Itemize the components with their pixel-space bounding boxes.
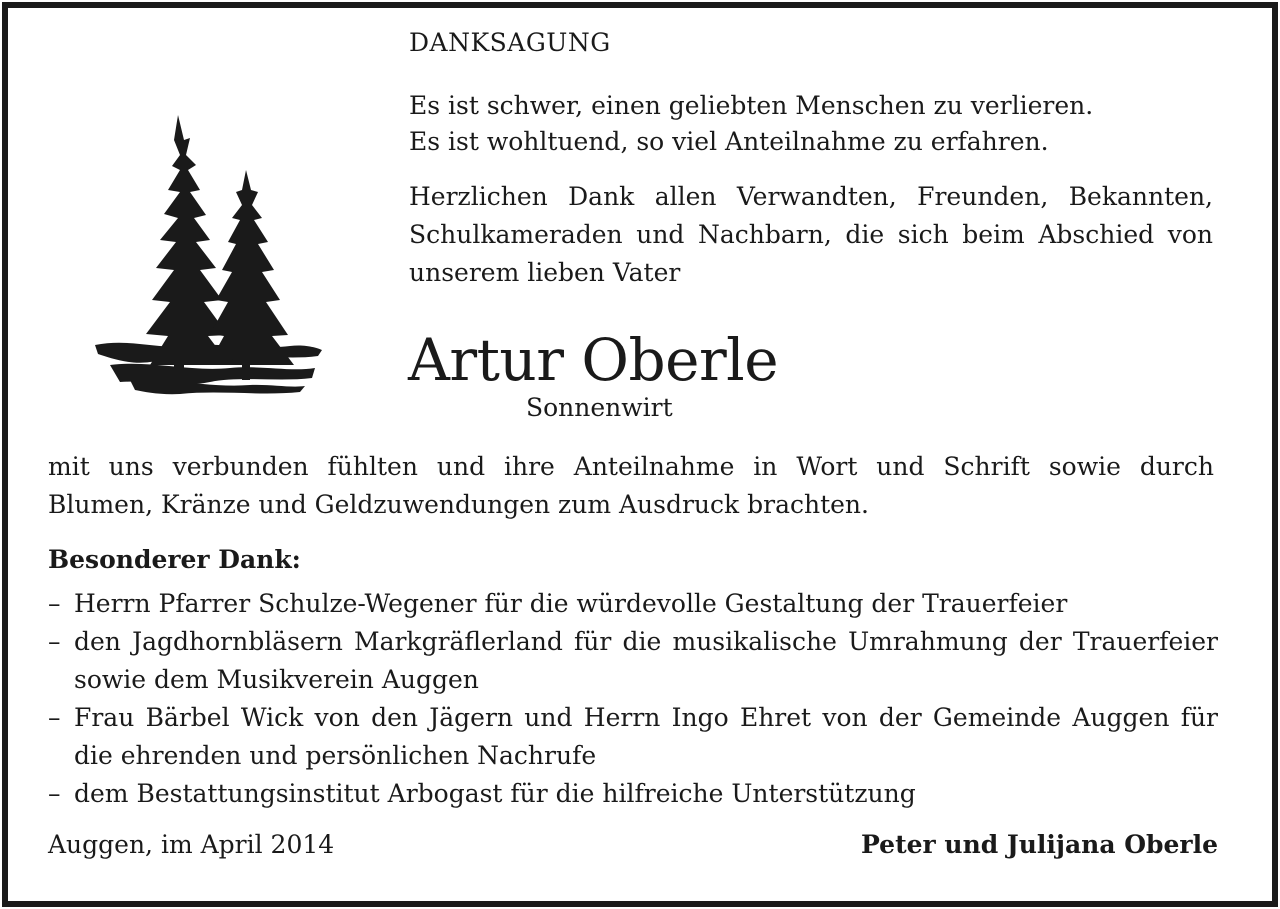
body-paragraph bbox=[48, 448, 1214, 524]
intro-line: Es ist wohltuend, so viel Anteilnahme zu erfahren. bbox=[409, 127, 1049, 156]
thanks-line: Herzlichen Dank allen Verwandten, Freunden, Bekannten, bbox=[409, 182, 1213, 211]
intro-text bbox=[409, 88, 1093, 160]
deceased-name: Artur Oberle bbox=[408, 326, 779, 394]
signature: Peter und Julijana Oberle bbox=[861, 830, 1218, 859]
list-dash: – bbox=[48, 627, 61, 656]
intro-line: Es ist schwer, einen geliebten Menschen zu verlieren. bbox=[409, 91, 1094, 120]
fir-trees-icon bbox=[90, 110, 330, 395]
list-dash: – bbox=[48, 589, 61, 618]
body-line: mit uns verbunden fühlten und ihre Anteilnahme in Wort und Schrift sowie durch bbox=[48, 452, 1214, 481]
deceased-occupation: Sonnenwirt bbox=[526, 393, 673, 422]
place-date: Auggen, im April 2014 bbox=[48, 830, 335, 859]
list-item bbox=[48, 775, 1218, 813]
special-thanks-title: Besonderer Dank: bbox=[48, 545, 301, 574]
list-item-line: Frau Bärbel Wick von den Jägern und Herrn Ingo Ehret von der Gemeinde Auggen für bbox=[74, 703, 1218, 732]
thanks-line: unserem lieben Vater bbox=[409, 258, 681, 287]
thanks-paragraph bbox=[409, 178, 1213, 292]
list-item bbox=[48, 585, 1218, 623]
list-item bbox=[48, 623, 1218, 699]
list-item-line: den Jagdhornbläsern Markgräflerland für die musikalische Umrahmung der Trauerfeier bbox=[74, 627, 1218, 656]
list-dash: – bbox=[48, 703, 61, 732]
special-thanks-list bbox=[48, 585, 1218, 813]
list-item-line: Herrn Pfarrer Schulze-Wegener für die würdevolle Gestaltung der Trauerfeier bbox=[74, 589, 1068, 618]
thanks-line: Schulkameraden und Nachbarn, die sich beim Abschied von bbox=[409, 220, 1213, 249]
list-dash: – bbox=[48, 779, 61, 808]
list-item-line: sowie dem Musikverein Auggen bbox=[74, 665, 479, 694]
list-item bbox=[48, 699, 1218, 775]
list-item-line: die ehrenden und persönlichen Nachrufe bbox=[74, 741, 597, 770]
heading: DANKSAGUNG bbox=[409, 28, 611, 57]
body-line: Blumen, Kränze und Geldzuwendungen zum Ausdruck brachten. bbox=[48, 490, 869, 519]
list-item-line: dem Bestattungsinstitut Arbogast für die hilfreiche Unterstützung bbox=[74, 779, 916, 808]
